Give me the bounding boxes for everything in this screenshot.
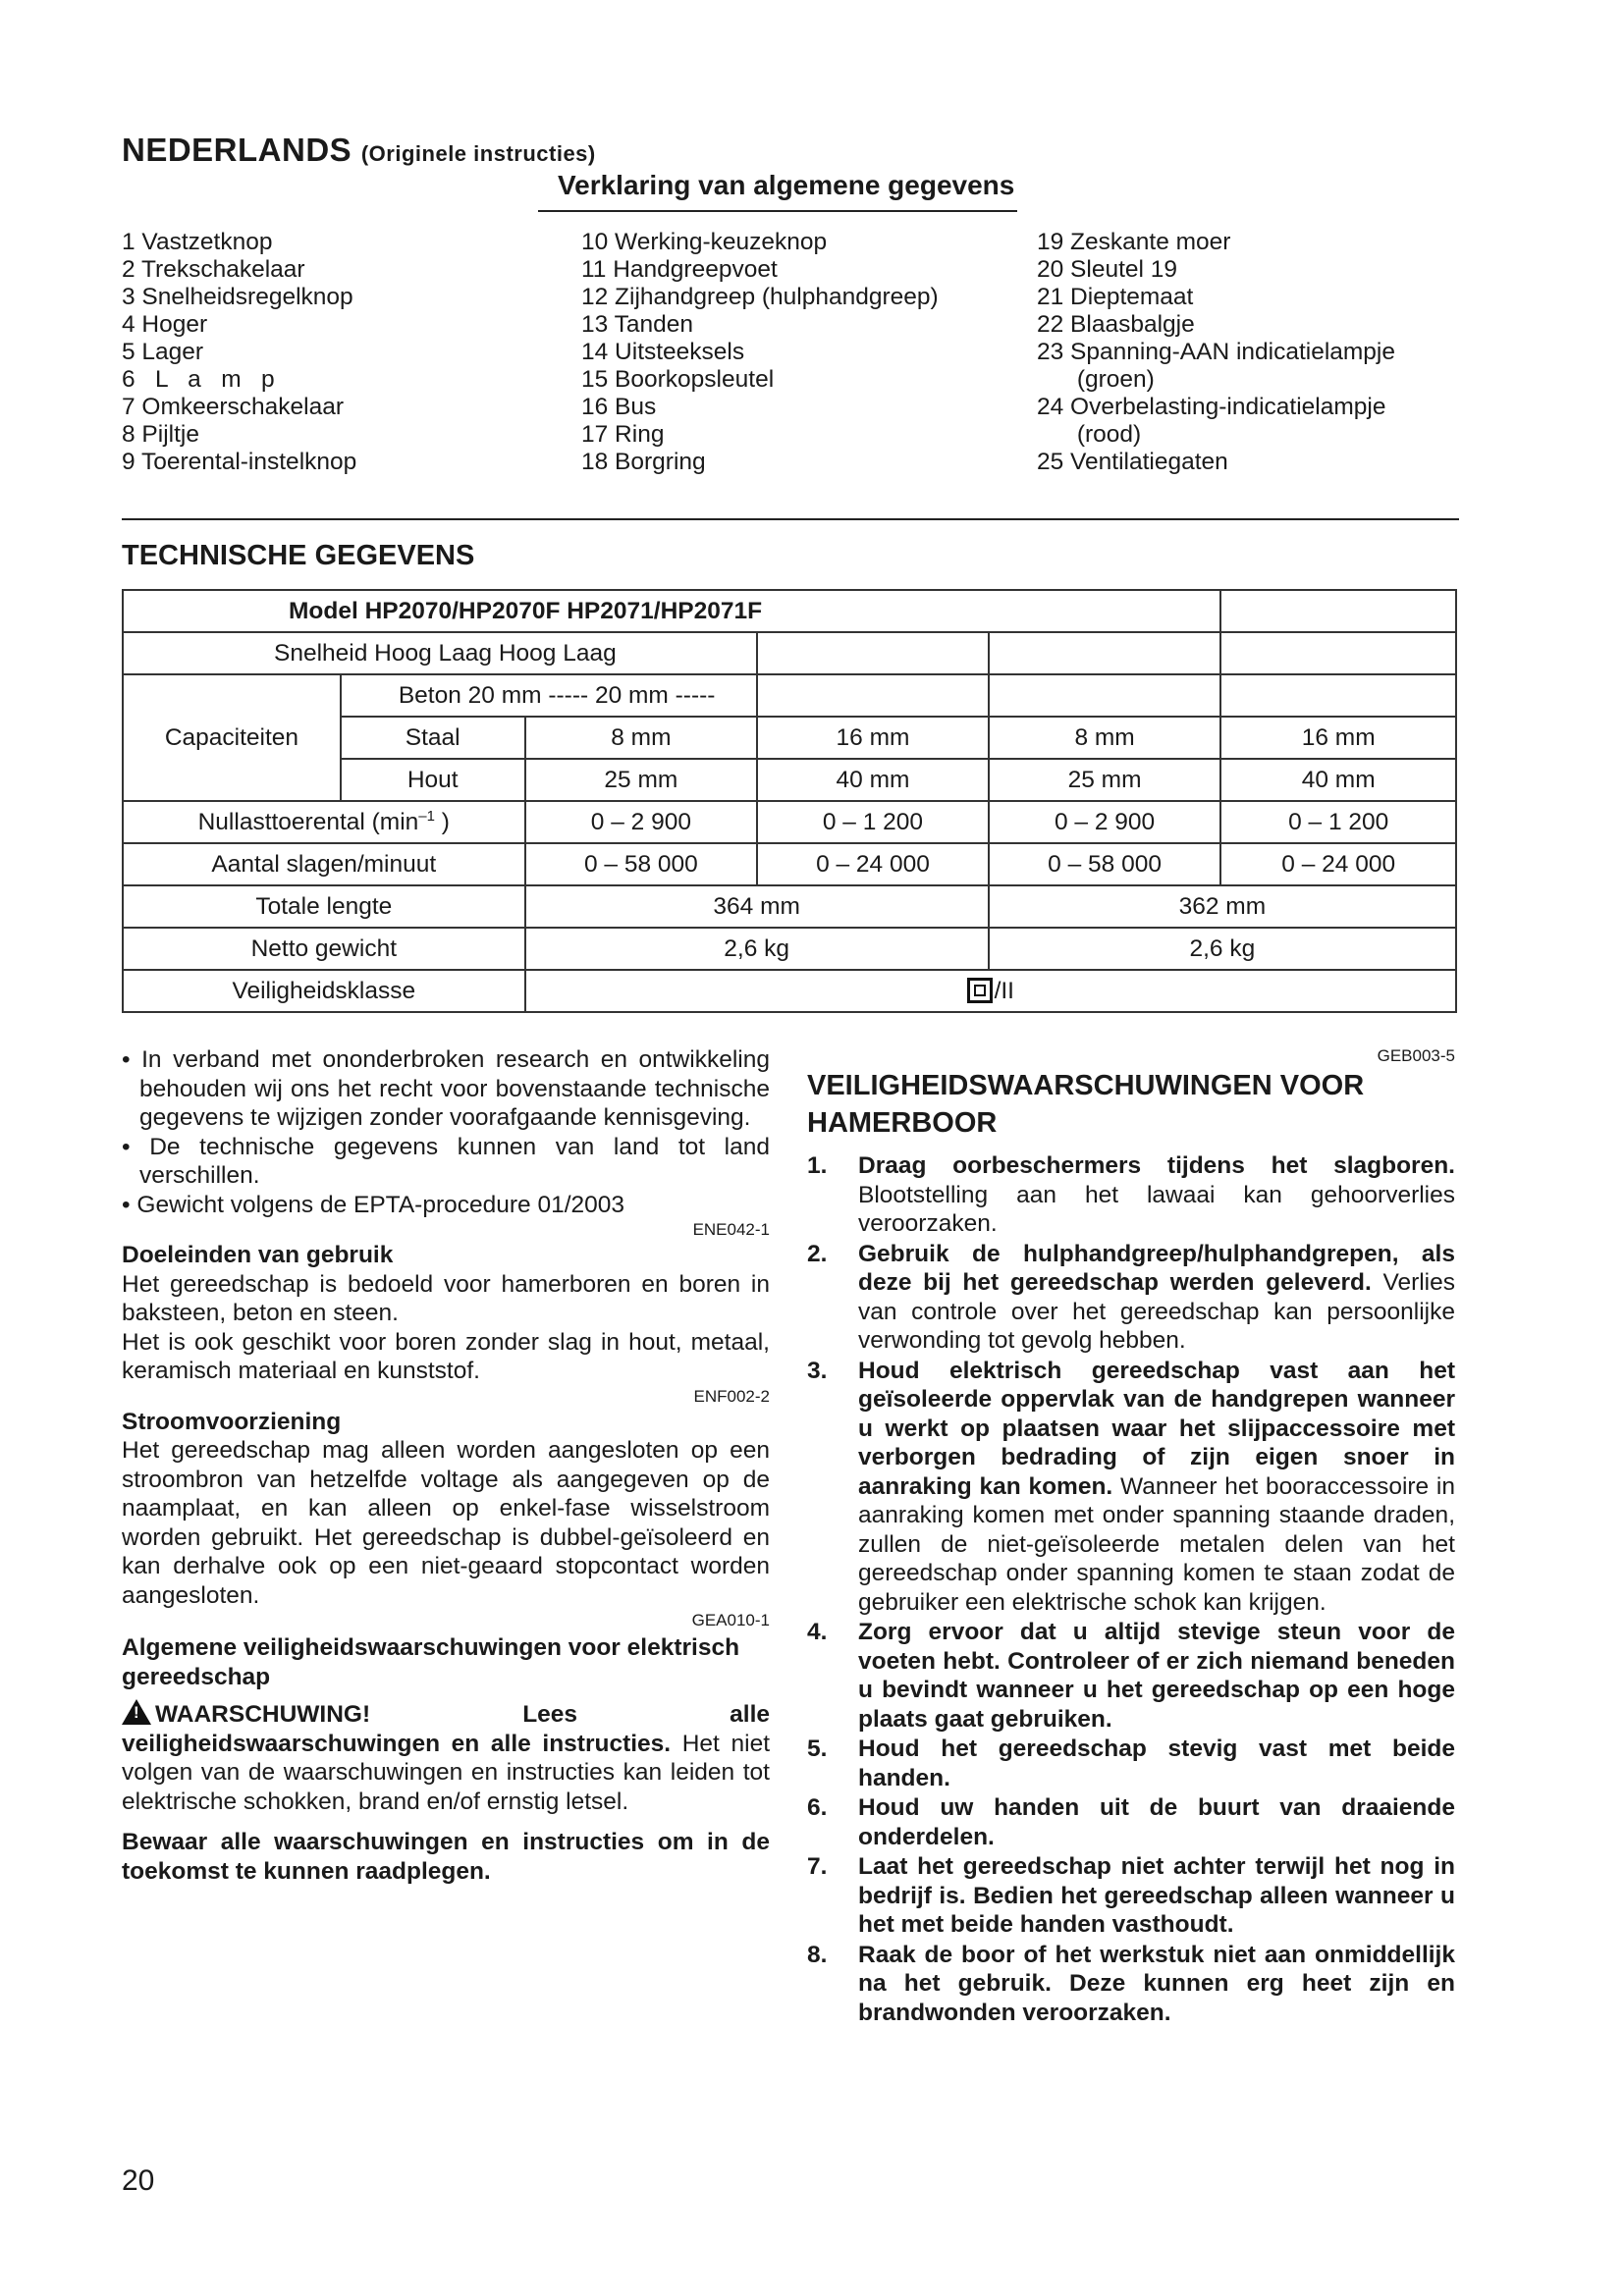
table-cell: 362 mm bbox=[989, 885, 1456, 928]
legend-item: 14 Uitsteeksels bbox=[581, 339, 745, 365]
table-row bbox=[123, 674, 1456, 717]
tech-title: TECHNISCHE GEGEVENS bbox=[122, 540, 475, 571]
slagen-label: Aantal slagen/minuut bbox=[123, 843, 525, 885]
spec-table bbox=[122, 589, 1457, 1013]
legend-item: 12 Zijhandgreep (hulphandgreep) bbox=[581, 284, 939, 310]
legend-item: 15 Boorkopsleutel bbox=[581, 366, 775, 393]
nullast-label: Nullasttoerental ($\min^{-1}$ ) bbox=[123, 801, 525, 843]
legend-item: 11 Handgreepvoet bbox=[581, 256, 778, 283]
table-row bbox=[123, 928, 1456, 970]
legend-item: 20 Sleutel 19 bbox=[1037, 256, 1178, 283]
legend-item: 23 Spanning-AAN indicatielampje bbox=[1037, 339, 1395, 365]
legend-item: 7 Omkeerschakelaar bbox=[122, 394, 345, 420]
table-cell: 25 mm bbox=[525, 759, 758, 801]
table-row bbox=[123, 632, 1456, 674]
legend-item: 13 Tanden bbox=[581, 311, 693, 338]
table-cell: 0 – 1 200 bbox=[757, 801, 989, 843]
warning-item: 1. Draag oorbeschermers tijdens het slagboren. Blootstelling aan het lawaai kan gehoorverlies veroorzaken. bbox=[807, 1152, 1455, 1237]
warning-item: 8. Raak de boor of het werkstuk niet aan onmiddellijk na het gebruik. Deze kunnen erg heet zijn en brandwonden veroorzaken. bbox=[807, 1941, 1455, 2026]
table-cell: 16 mm bbox=[757, 717, 989, 759]
table-cell: 16 mm bbox=[1220, 717, 1456, 759]
language-note: (Originele instructies) bbox=[360, 141, 596, 166]
warning-icon bbox=[122, 1699, 151, 1725]
legend-column-2 bbox=[581, 229, 939, 476]
warning-item: 2. Gebruik de hulphandgreep/hulphandgrepen, als deze bij het gereedschap werden geleverd. Verlies van controle over het gereedschap kan persoonlijke verwonding tot gevolg hebben. bbox=[807, 1240, 1455, 1354]
table-cell: 0 – 1 200 bbox=[1220, 801, 1456, 843]
warning-item: 3. Houd elektrisch gereedschap vast aan het geïsoleerde oppervlak van de handgrepen wanneer u werkt op plaatsen waar het slijpaccessoire met verborgen bedrading of zijn eigen snoer in aanraking kan komen. Wanneer het booraccessoire in aanraking komen met onder spanning staande draden, zullen de niet-geïsoleerde metalen delen van het gereedschap onder spanning komen te staan zodat de gebruiker een elektrische schok kan krijgen. bbox=[807, 1357, 1455, 1616]
warning-item: 4. Zorg ervoor dat u altijd stevige steun voor de voeten hebt. Controleer of er zich niemand beneden u bevindt wanneer u het gereedschap op een hoge plaats gaat gebruiken. bbox=[807, 1619, 1455, 1733]
table-row bbox=[123, 970, 1456, 1012]
use-paragraph: Het is ook geschikt voor boren zonder slag in hout, metaal, keramisch materiaal en kunststof. bbox=[122, 1328, 770, 1384]
legend-item: 2 Trekschakelaar bbox=[122, 256, 305, 283]
legend-item: 17 Ring bbox=[581, 421, 665, 448]
legend-item: (groen) bbox=[1037, 366, 1155, 393]
lengte-label: Totale lengte bbox=[123, 885, 525, 928]
doc-code: ENE042-1 bbox=[692, 1220, 770, 1239]
warning-item: 7. Laat het gereedschap niet achter terwijl het nog in bedrijf is. Bedien het gereedschap alleen wanneer u het met beide handen vasthoudt. bbox=[807, 1853, 1455, 1938]
gewicht-label: Netto gewicht bbox=[123, 928, 525, 970]
speed-row: Snelheid Hoog Laag Hoog Laag bbox=[123, 632, 757, 674]
warning-item: 6. Houd uw handen uit de buurt van draaiende onderdelen. bbox=[807, 1794, 1455, 1850]
power-title: Stroomvoorziening bbox=[122, 1408, 342, 1435]
language-heading: NEDERLANDS (Originele instructies) bbox=[122, 132, 596, 168]
hout-label: Hout bbox=[341, 759, 525, 801]
legend-item: 9 Toerental-instelknop bbox=[122, 449, 357, 475]
legend-title-rule bbox=[538, 210, 1017, 212]
table-cell: 0 – 24 000 bbox=[1220, 843, 1456, 885]
staal-label: Staal bbox=[341, 717, 525, 759]
legend-item: 16 Bus bbox=[581, 394, 657, 420]
use-title: Doeleinden van gebruik bbox=[122, 1242, 394, 1268]
legend-item: 1 Vastzetknop bbox=[122, 229, 273, 255]
table-row bbox=[123, 843, 1456, 885]
legend-item: 19 Zeskante moer bbox=[1037, 229, 1231, 255]
legend-item: 21 Dieptemaat bbox=[1037, 284, 1194, 310]
legend-item: 6 L a m p bbox=[122, 366, 275, 393]
legend-title: Verklaring van algemene gegevens bbox=[558, 170, 1015, 200]
table-cell: 25 mm bbox=[989, 759, 1221, 801]
warning-paragraph: !WAARSCHUWING! Lees alle veiligheidswaarschuwingen en alle instructies. Het niet volgen van de waarschuwingen en instructies kan leiden tot elektrische schokken, brand en/of ernstig letsel. bbox=[122, 1699, 770, 1816]
warning-item: 5. Houd het gereedschap stevig vast met beide handen. bbox=[807, 1735, 1455, 1791]
general-title: Algemene veiligheidswaarschuwingen voor elektrisch gereedschap bbox=[122, 1634, 740, 1690]
table-row bbox=[123, 885, 1456, 928]
left-column bbox=[122, 1045, 770, 1886]
legend-item: (rood) bbox=[1037, 421, 1142, 448]
legend-item: 3 Snelheidsregelknop bbox=[122, 284, 353, 310]
section-divider bbox=[122, 518, 1459, 520]
legend-item: 18 Borgring bbox=[581, 449, 706, 475]
capacity-label: Capaciteiten bbox=[123, 674, 341, 801]
table-row bbox=[123, 590, 1456, 632]
doc-code: GEB003-5 bbox=[1377, 1046, 1455, 1065]
legend-item: 5 Lager bbox=[122, 339, 204, 365]
table-cell: 8 mm bbox=[989, 717, 1221, 759]
keep-instructions: Bewaar alle waarschuwingen en instructies om in de toekomst te kunnen raadplegen. bbox=[122, 1829, 770, 1885]
table-cell: 2,6 kg bbox=[525, 928, 989, 970]
legend-item: 22 Blaasbalgje bbox=[1037, 311, 1195, 338]
table-row bbox=[123, 801, 1456, 843]
table-cell: 40 mm bbox=[757, 759, 989, 801]
doc-code: ENF002-2 bbox=[693, 1386, 770, 1406]
legend-column-1 bbox=[122, 229, 356, 476]
klasse-value: /II bbox=[525, 970, 1456, 1012]
list-item: • Gewicht volgens de EPTA-procedure 01/2003 bbox=[122, 1191, 625, 1218]
doc-code: GEA010-1 bbox=[691, 1611, 770, 1629]
legend-item: 25 Ventilatiegaten bbox=[1037, 449, 1228, 475]
list-item: • In verband met ononderbroken research en ontwikkeling behouden wij ons het recht voor bovenstaande technische gegevens te wijzigen zonder voorafgaande kennisgeving. bbox=[122, 1046, 770, 1131]
table-cell: 8 mm bbox=[525, 717, 758, 759]
list-item: • De technische gegevens kunnen van land tot land verschillen. bbox=[122, 1133, 770, 1189]
hammer-warnings-title: VEILIGHEIDSWAARSCHUWINGEN VOOR HAMERBOOR bbox=[807, 1070, 1365, 1139]
legend-item: 8 Pijltje bbox=[122, 421, 199, 448]
table-cell: 364 mm bbox=[525, 885, 989, 928]
table-cell: 2,6 kg bbox=[989, 928, 1456, 970]
page-number: 20 bbox=[122, 2164, 155, 2197]
table-cell: 0 – 24 000 bbox=[757, 843, 989, 885]
table-cell: 0 – 58 000 bbox=[525, 843, 758, 885]
legend-item: 4 Hoger bbox=[122, 311, 208, 338]
use-paragraph: Het gereedschap is bedoeld voor hamerboren en boren in baksteen, beton en steen. bbox=[122, 1270, 770, 1326]
legend-item: 24 Overbelasting-indicatielampje bbox=[1037, 394, 1386, 420]
right-column bbox=[807, 1045, 1455, 2028]
model-row: Model HP2070/HP2070F HP2071/HP2071F bbox=[123, 590, 1220, 632]
power-paragraph: Het gereedschap mag alleen worden aangesloten op een stroombron van hetzelfde voltage als aangegeven op de naamplaat, en kan alleen op enkel-fase wisselstroom worden gebruikt. Het gereedschap is dubbel-geïsoleerd en kan derhalve ook op een niet-geaard stopcontact worden aangesloten. bbox=[122, 1437, 770, 1609]
table-cell: 0 – 58 000 bbox=[989, 843, 1221, 885]
double-insulation-icon bbox=[967, 978, 993, 1003]
beton-row: Beton 20 mm ----- 20 mm ----- bbox=[341, 674, 757, 717]
legend-column-3 bbox=[1037, 229, 1395, 476]
klasse-label: Veiligheidsklasse bbox=[123, 970, 525, 1012]
table-cell: 0 – 2 900 bbox=[525, 801, 758, 843]
table-cell: 40 mm bbox=[1220, 759, 1456, 801]
table-cell: 0 – 2 900 bbox=[989, 801, 1221, 843]
legend-item: 10 Werking-keuzeknop bbox=[581, 229, 828, 255]
